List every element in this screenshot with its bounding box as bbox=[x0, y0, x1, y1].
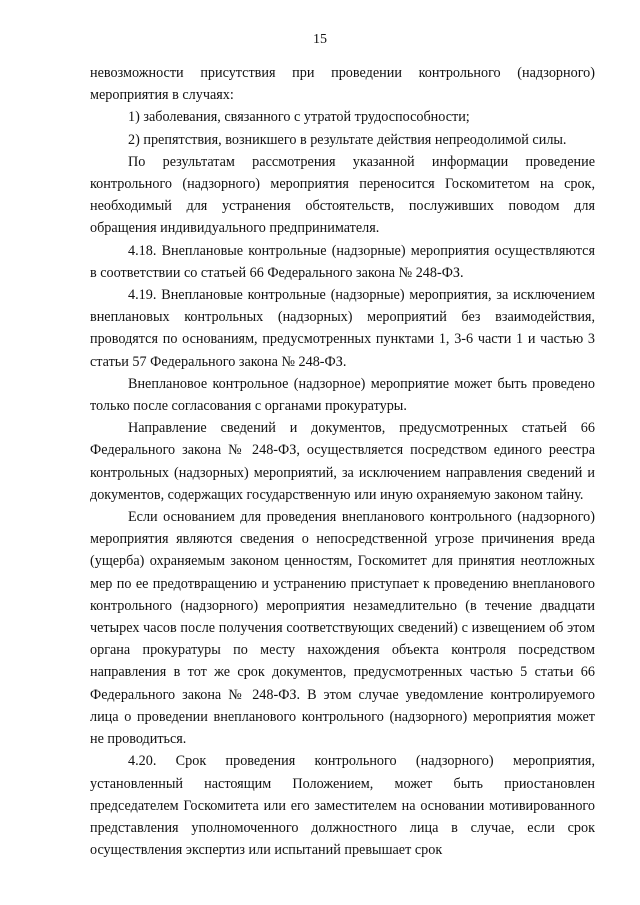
paragraph-postponement: По результатам рассмотрения указанной информации проведение контрольного (надзорного) мероприятия переносится Госкомитетом на срок, необходимый для устранения обстоятельств, послуживших поводом для обращения индивидуального предпринимателя. bbox=[90, 153, 595, 237]
paragraph-urgent-threat: Если основанием для проведения внепланового контрольного (надзорного) мероприятия являются сведения о непосредственной угрозе причинения вреда (ущерба) охраняемым законом ценностям, Госкомитет для принятия неотложных мер по ее предотвращению и устранению приступает к проведению внепланового контрольного (надзорного) мероприятия незамедлительно (в течение двадцати четырех часов после получения соответствующих сведений) с извещением об этом органа прокуратуры по месту нахождения объекта контроля посредством направления в тот же срок документов, предусмотренных частью 5 статьи 66 Федерального закона № 248-ФЗ. В этом случае уведомление контролируемого лица о проведении внепланового контрольного (надзорного) мероприятия может не проводиться. bbox=[90, 509, 595, 748]
paragraph-prosecutor-approval: Внеплановое контрольное (надзорное) мероприятие может быть проведено только после согласования с органами прокуратуры. bbox=[90, 375, 595, 415]
clause-4-19: 4.19. Внеплановые контрольные (надзорные) мероприятия, за исключением внеплановых контрольных (надзорных) мероприятий без взаимодействия, проводятся по основаниям, предусмотренных пунктами 1, 3-6 части 1 и частью 3 статьи 57 Федерального закона № 248-ФЗ. bbox=[90, 287, 595, 370]
clause-4-20: 4.20. Срок проведения контрольного (надзорного) мероприятия, установленный настоящим Положением, может быть приостановлен председателем Госкомитета или его заместителем на основании мотивированного представления уполномоченного должностного лица в случае, если срок осуществления экспертиз или испытаний превышает срок bbox=[90, 753, 595, 859]
paragraph-continuation: невозможности присутствия при проведении контрольного (надзорного) мероприятия в случаях: bbox=[90, 65, 595, 104]
clause-4-18: 4.18. Внеплановые контрольные (надзорные) мероприятия осуществляются в соответствии со статьей 66 Федерального закона № 248-ФЗ. bbox=[90, 242, 595, 281]
list-item-1: 1) заболевания, связанного с утратой трудоспособности; bbox=[128, 109, 470, 126]
list-item-2: 2) препятствия, возникшего в результате действия непреодолимой силы. bbox=[128, 131, 567, 148]
document-body bbox=[90, 62, 595, 861]
paragraph-registry: Направление сведений и документов, предусмотренных статьей 66 Федерального закона № 248-ФЗ, осуществляется посредством единого реестра контрольных (надзорных) мероприятий, за исключением направления сведений и документов, содержащих государственную или иную охраняемую законом тайну. bbox=[90, 420, 595, 503]
page-number: 15 bbox=[313, 32, 327, 47]
